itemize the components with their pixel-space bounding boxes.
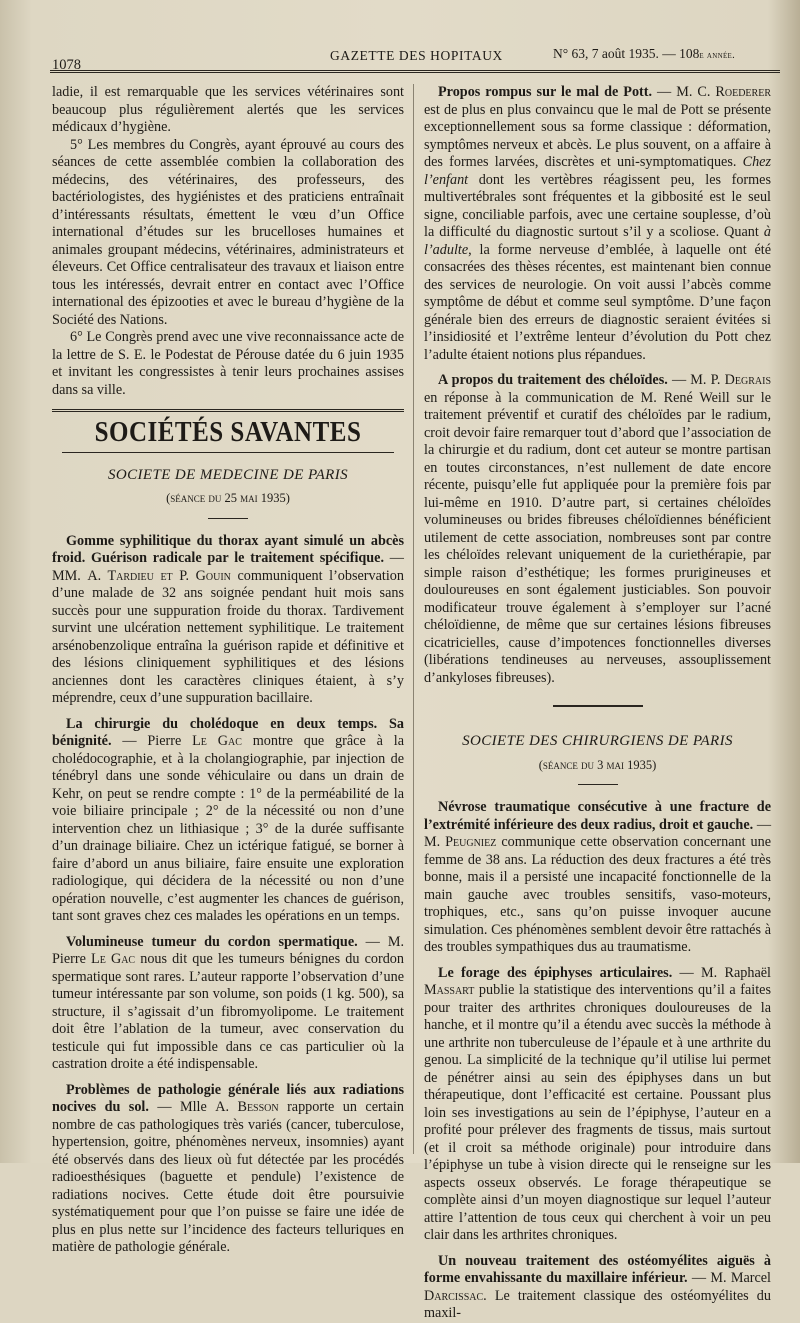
article-dash: — M. Raphaël [672, 964, 771, 981]
article-author: C. Roederer [697, 84, 771, 100]
article-body: nous dit que les tumeurs bénignes du cordon spermatique sont rares. L’auteur rapporte l’observation d’une tumeur intéressante par son volume, son poids (1 kg. 500), sa structure, il s’agissait d’un fibromyolipome. Le traitement doit être l’ablation de la tumeur, avec conservation du testicule qui fut impossible dans ce cas particulier où la castration droite a été indispensable. [52, 951, 404, 1072]
society-title: SOCIETE DE MEDECINE DE PARIS [107, 466, 349, 483]
article [52, 716, 404, 926]
issue-year-suffix: e année. [699, 50, 736, 61]
article-title: Propos rompus sur le mal de Pott. [438, 84, 653, 100]
article-dash: — M. P. [667, 372, 725, 388]
article [52, 533, 404, 708]
article-dash: — Mlle [148, 1099, 216, 1115]
society-title: SOCIETE DES CHIRURGIENS DE PARIS [462, 733, 733, 749]
article-body: communique cette observation concernant une femme de 38 ans. La réduction des deux fractures a été très bonne, mais il a persisté une incapacité fonctionnelle de la main gauche avec troubles sensitifs, vaso-moteurs, trophiques, etc., sans qu’on puisse invoquer aucune simulation. Ces phénomènes semblent devoir être rattachés à des troubles sympathiques dus au traumatisme. [424, 834, 771, 955]
article-author: Degrais [724, 372, 771, 388]
article-title: Problèmes de pathologie générale liés aux radiations nocives du sol. [52, 1081, 404, 1115]
article-author: A. Besson [215, 1099, 279, 1115]
article-body: rapporte un certain nombre de cas pathologiques très variés (cancer, tuberculose, hypertension, goitre, phénomènes nerveux, insomnies) ayant été observés dans des lieux où fut détectée par les procédés radioesthésiques (baguette et pendule) l’existence de radiations nocives. Cette étude doit être poursuivie systématiquement pour que l’on puisse se faire une idée de plus en plus nette sur l’incidence des facteurs telluriques en matière de pathologie générale. [52, 1099, 405, 1255]
article-title: Gomme syphilitique du thorax ayant simulé un abcès froid. Guérison radicale par le traitement spécifique. [52, 532, 404, 566]
article-emphasis: à l’adulte [424, 224, 771, 258]
article-emphasis: Chez l’enfant [424, 154, 771, 188]
issue-info [553, 46, 735, 62]
article-author: A. Tardieu et P. Gouin [87, 567, 231, 584]
article-body: communiquent l’observation d’une malade de 32 ans soignée pendant huit mois sans succès pour une suppuration froide du thorax. Tardivement survint une ulcération nettement syphilitique. Le traitement arsénobenzolique entraîna la guérison rapide et définitive et des lésions cliniquement syphilitiques et des lésions anciennes dont les caractères cliniques étaient, à s’y méprendre, ceux d’une suppuration bacillaire. [52, 567, 404, 706]
short-rule [208, 518, 248, 519]
article-body: , la forme nerveuse d’emblée, à laquelle ont été consacrées des thèses récentes, est maintenant bien connue des services de neurologie. On voit aussi l’abcès comme symptôme de début et comme seul symptôme. D’une façon générale bien des erreurs de diagnostic seraient évitées si l’insidiosité et l’extrême lenteur d’évolution du Pott chez l’adulte étaient notions plus répandues. [424, 241, 771, 363]
article-author: Le Gac [192, 733, 242, 749]
article-title: A propos du traitement des chéloïdes. [438, 372, 668, 388]
article-dash: — MM. [52, 550, 404, 584]
short-rule [578, 784, 618, 785]
session-date: (séance du 3 mai 1935) [538, 757, 657, 772]
article-dash: — M. [424, 816, 772, 850]
article-body: est de plus en plus convaincu que le mal de Pott se présente exceptionnellement sous sa forme classique : déformation, symptômes nerveux et abcès. Le plus souvent, on a affaire à des formes larvées, discrètes et uni-symptomatiques. [424, 101, 771, 170]
banner-rule [62, 452, 394, 453]
article [424, 1253, 771, 1323]
article-title: Névrose traumatique consécutive à une fracture de l’extrémité inférieure des deux radius, droit et gauche. [424, 799, 771, 833]
page-number: 1078 [52, 57, 81, 73]
article-body: dont les vertèbres réagissent peu, les formes multivertébrales sont fréquentes et la gibbosité est le seul signe, conciliable parfois, avec une certaine souplesse, d’où la difficulté du diagnostic surtout s’il y a scoliose. Quant [424, 171, 771, 240]
article-body: publie la statistique des interventions qu’il a faites pour traiter des arthrites chroniques douloureuses de la hanche, et il montre qu’il a étendu avec succès la méthode à une arthrite non tuberculeuse de l’épaule et à une arthrite du genou. La simplicité de la technique qu’il utilise lui permet de pénétrer ainsi au sein des épiphyses dans un but thérapeutique, dont l’efficacité est certaine. Poussant plus loin ses investigations au sein de l’épiphyse, l’auteur en a profité pour prélever des fragments de tissus, mais surtout (et il croit sa méthode originale) pour introduire dans l’épiphyse un tube à vision directe qui le renseigne sur les aspects osseux observés. Le forage thérapeutique se complète ainsi d’un moyen diagnostique sur lequel l’auteur attire l’attention de tous ceux qui cherchent à voir un peu clair dans les arthrites chroniques. [424, 982, 771, 1243]
resolution-6: 6° Le Congrès prend avec une vive reconnaissance acte de la lettre de S. E. le Podestat de Pérouse datée du 6 juin 1935 et invitant les congressistes à tenir leurs prochaines assises dans sa ville. [52, 329, 404, 398]
article-body: . Le traitement classique des ostéomyélites du maxil- [424, 1287, 771, 1321]
article [424, 84, 771, 364]
article-dash: — M. Marcel [687, 1270, 771, 1286]
article [424, 965, 771, 1245]
article-title: Le forage des épiphyses articulaires. [438, 964, 673, 981]
session-date: (séance du 25 mai 1935) [166, 491, 290, 505]
article-author: Massart [424, 982, 475, 998]
article-title: La chirurgie du cholédoque en deux temps. Sa bénignité. [52, 715, 404, 749]
journal-title: GAZETTE DES HOPITAUX [330, 48, 503, 63]
section-rule [52, 409, 404, 412]
section-separator [553, 705, 643, 707]
article [424, 799, 771, 957]
article-dash: — M. [652, 84, 698, 100]
continuation-paragraph: ladie, il est remarquable que les services vétérinaires sont beaucoup plus régulièrement alertés que les services médicaux d’hygiène. [52, 84, 404, 135]
article-body: en réponse à la communication de M. René Weill sur le traitement préventif et curatif des chéloïdes par le radium, croit devoir faire remarquer tout d’abord que l’association de la chirurgie et du radium, dont cet auteur se montre partisan en toutes circonstances, n’est nullement de date encore récente, puisqu’elle fut appliquée pour la première fois par lui-même en 1910. D’autre part, si certaines chéloïdes volumineuses ou brides fibreuses chéloïdiennes bénéficient utilement de cette association, nombreuses sont par contre les chéloïdes relevant uniquement de la curiethérapie, par simple raison d’esthétique; les formes prurigineuses et douloureuses en sont également justiciables. Son pouvoir modificateur trouve également à s’employer sur l’acné chéloïdienne, de même que sur certaines lésions fibreuses cicatricielles, cause d’impotences fonctionnelles diverses (libérations tendineuses au nerveuses, assouplissement d’ankyloses fibreuses). [424, 389, 771, 686]
page-header [40, 44, 775, 74]
article-title: Volumineuse tumeur du cordon spermatique. [66, 933, 358, 950]
article-author: Le Gac [91, 951, 136, 967]
article-author: Peugniez [445, 834, 497, 850]
left-column [52, 84, 404, 1257]
resolution-5: 5° Les membres du Congrès, ayant éprouvé au cours des séances de cette assemblée combien la collaboration des médecins, des vétérinaires, des professeurs, des bactériologistes, des hygiénistes et des praticiens entraînait d’intéressants résultats, émettent le vœu d’un Office international d’études sur les brucelloses humaines et animales groupant médecins, vétérinaires, administrateurs et éleveurs. Cet Office centralisateur des travaux et liaison entre tous les intéressés, devrait entrer en contact avec l’Office international des épizooties et avec le bureau d’hygiène de la Société des Nations. [52, 136, 404, 328]
article-body: montre que grâce à la cholédocographie, et à la cholangiographie, par injection de ténébryl dans une sonde véhiculaire ou dans un drain de Kehr, on peut se rendre compte : 1° de la perméabilité de la voie biliaire principale ; 2° de la nécessité ou non d’une intervention chez un lithiasique ; 3° de la durée suffisante d’un drainage biliaire. Chez un ictérique fatigué, se borner à faire d’abord un anus biliaire, faire ensuite une exploration radiologique, qui décidera de la nécessité ou non d’une opération nouvelle, c’est augmenter les chances de guérison, tant sont graves chez ces malades les opérations en un temps. [52, 733, 404, 924]
article [52, 1082, 404, 1257]
issue-date: N° 63, 7 août 1935. — 108 [553, 46, 700, 61]
article-dash: — Pierre [111, 733, 193, 749]
column-divider [413, 84, 414, 1154]
article-dash: — M. Pierre [52, 933, 404, 967]
header-rule [50, 70, 780, 73]
article-title: Un nouveau traitement des ostéomyélites aiguës à forme envahissante du maxillaire inférieur. [424, 1252, 771, 1286]
article [424, 372, 771, 687]
section-banner: SOCIÉTÉS SAVANTES [94, 416, 362, 448]
article-author: Darcissac [424, 1287, 484, 1304]
right-column [424, 84, 771, 1323]
article [52, 934, 404, 1074]
